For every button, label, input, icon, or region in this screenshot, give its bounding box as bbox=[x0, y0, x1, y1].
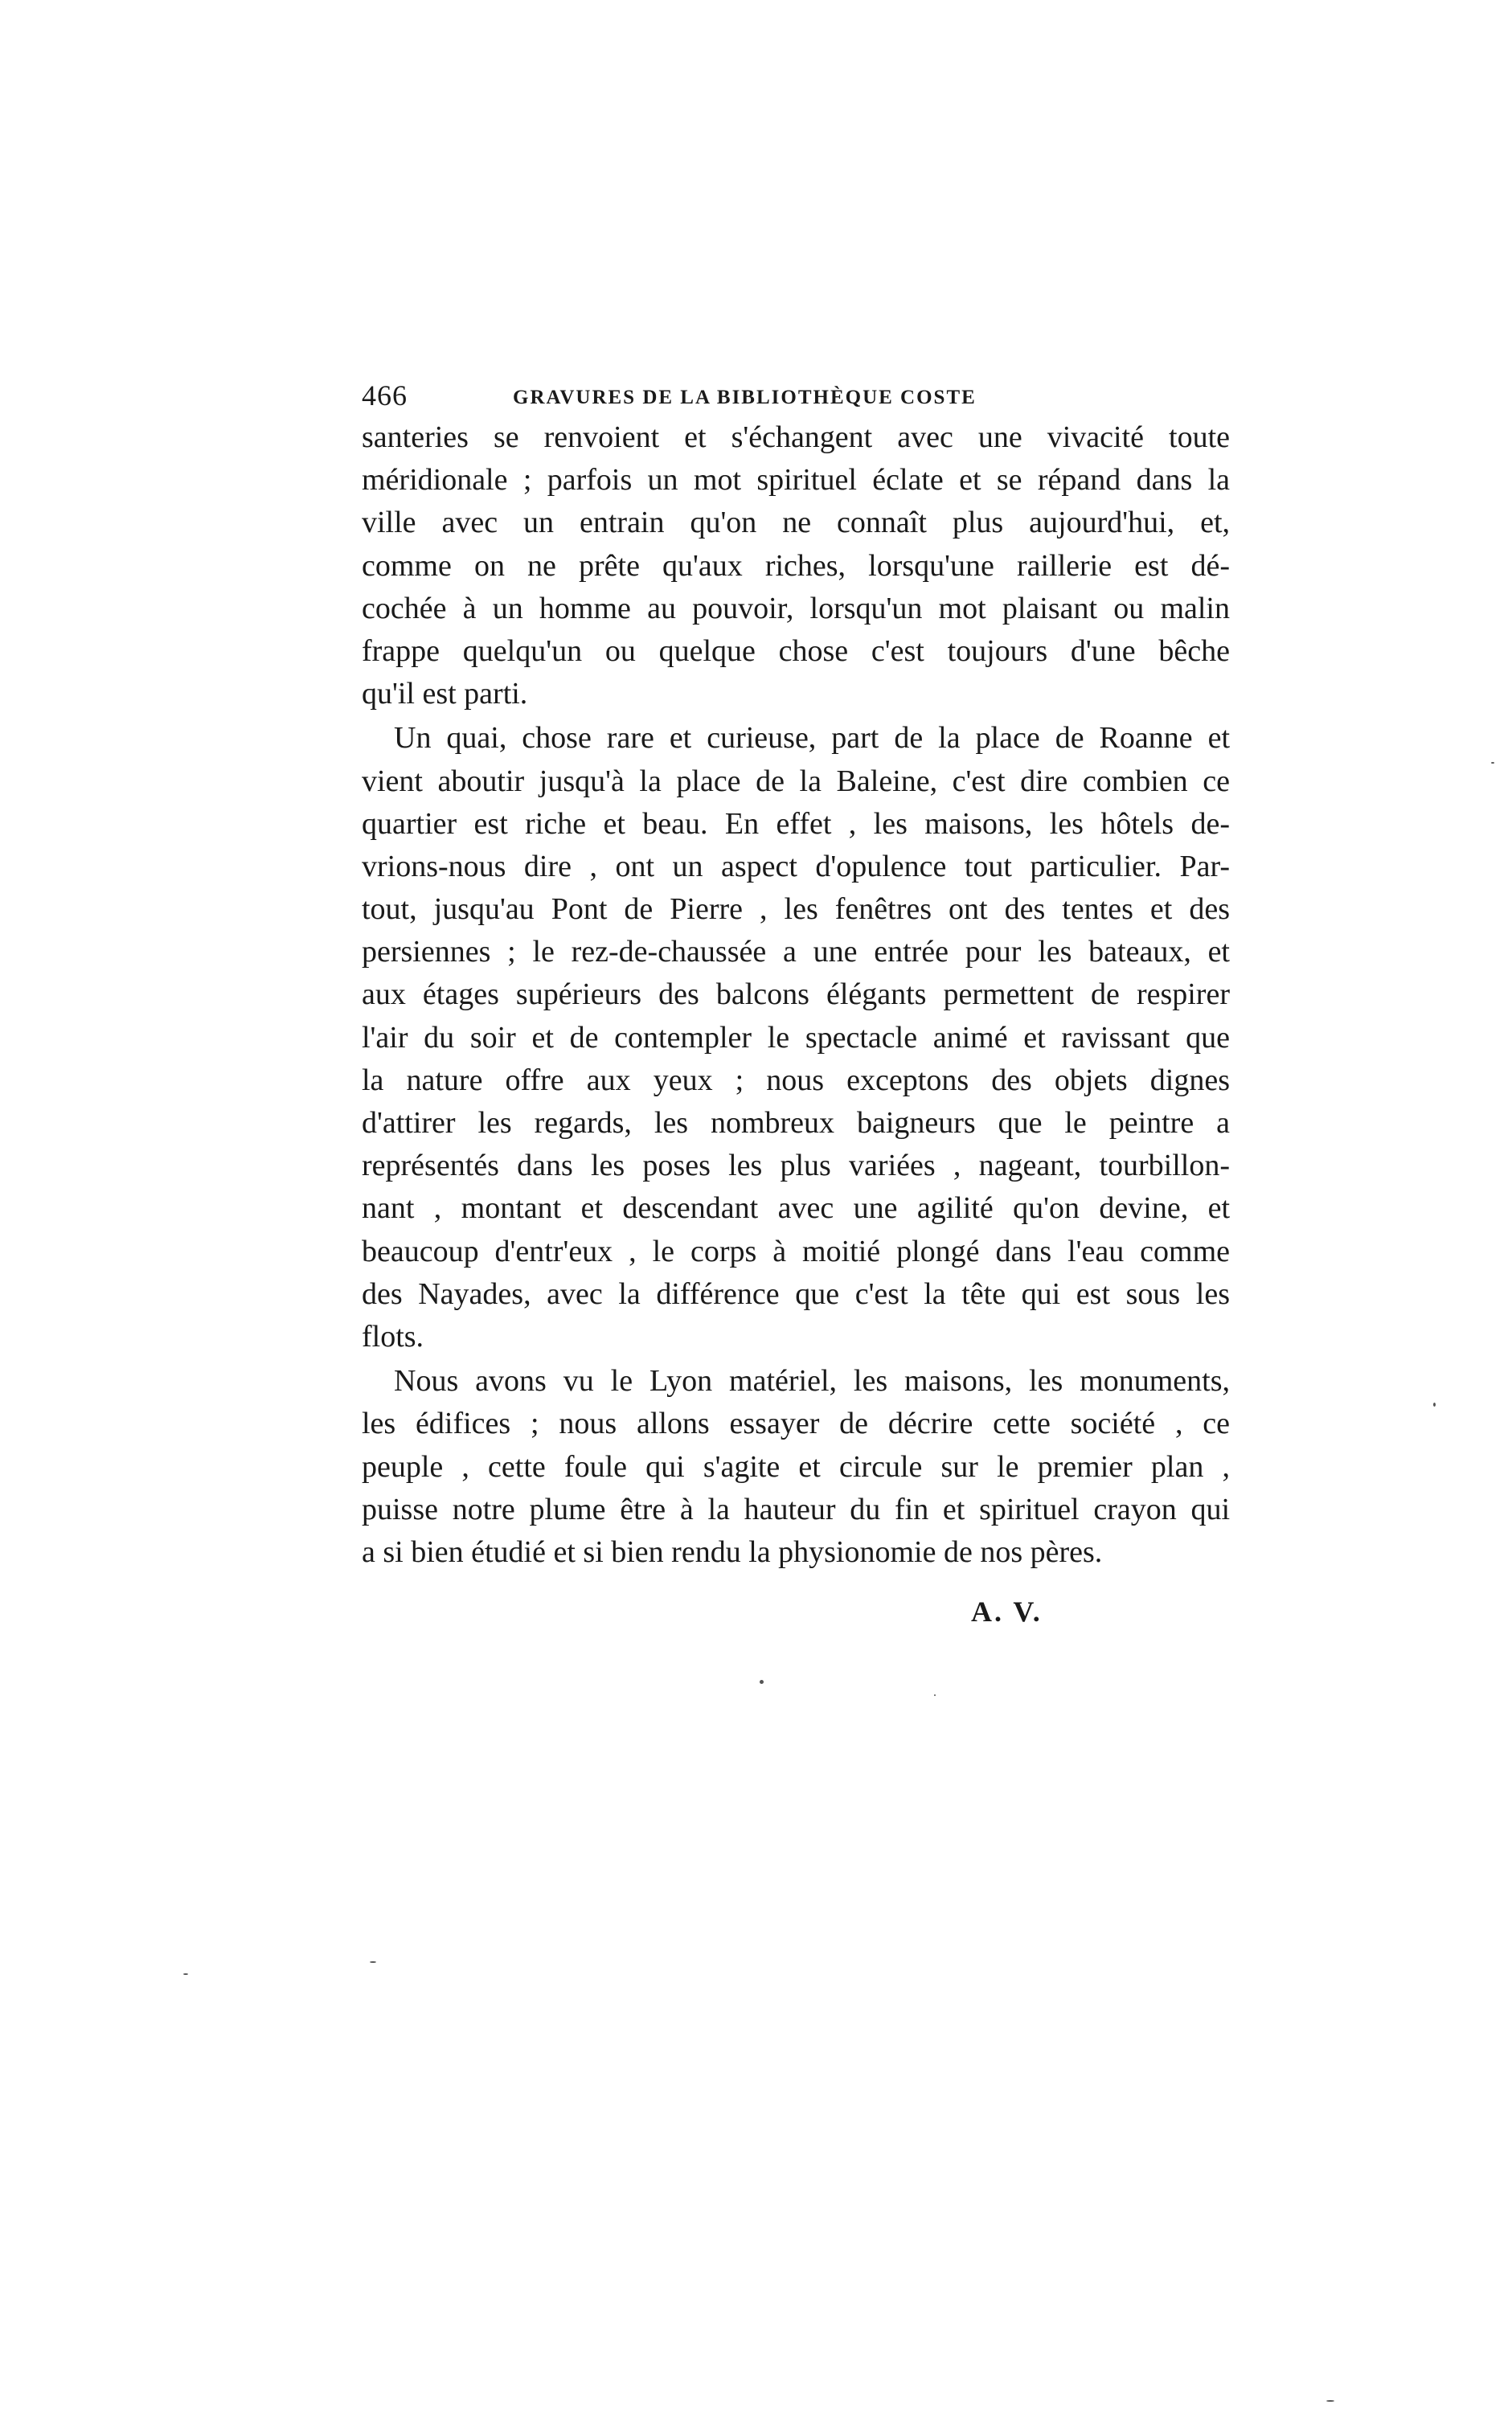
text-line: vient aboutir jusqu'à la place de la Baleine, c'est dire combien ce bbox=[362, 764, 1230, 798]
text-line: nant , montant et descendant avec une agilité qu'on devine, et bbox=[362, 1191, 1230, 1226]
paragraph bbox=[362, 416, 1230, 715]
text-line: vrions-nous dire , ont un aspect d'opulence tout particulier. Par- bbox=[362, 849, 1230, 883]
text-line: cochée à un homme au pouvoir, lorsqu'un mot plaisant ou malin bbox=[362, 591, 1230, 625]
paragraph bbox=[362, 1360, 1230, 1574]
text-line: puisse notre plume être à la hauteur du fin et spirituel crayon qui bbox=[362, 1492, 1230, 1526]
text-line: frappe quelqu'un ou quelque chose c'est toujours d'une bêche bbox=[362, 633, 1230, 668]
page-number: 466 bbox=[362, 379, 408, 412]
print-speck bbox=[1433, 1403, 1436, 1407]
text-line: représentés dans les poses les plus variées , nageant, tourbillon- bbox=[362, 1149, 1230, 1183]
print-speck bbox=[760, 1680, 764, 1684]
text-line: flots. bbox=[362, 1319, 424, 1354]
print-speck bbox=[1326, 2400, 1334, 2402]
text-line: santeries se renvoient et s'échangent avec une vivacité toute bbox=[362, 420, 1230, 454]
text-line: comme on ne prête qu'aux riches, lorsqu'une raillerie est dé- bbox=[362, 548, 1230, 583]
text-line: qu'il est parti. bbox=[362, 677, 528, 711]
text-line: les édifices ; nous allons essayer de décrire cette société , ce bbox=[362, 1407, 1230, 1441]
text-line: des Nayades, avec la différence que c'est la tête qui est sous les bbox=[362, 1276, 1230, 1311]
text-line: a si bien étudié et si bien rendu la physionomie de nos pères. bbox=[362, 1534, 1103, 1569]
text-line: tout, jusqu'au Pont de Pierre , les fenêtres ont des tentes et des bbox=[362, 892, 1230, 927]
print-speck bbox=[370, 1961, 376, 1963]
paragraph bbox=[362, 717, 1230, 1358]
page-header bbox=[362, 371, 1045, 420]
running-head: GRAVURES DE LA BIBLIOTHÈQUE COSTE bbox=[513, 387, 977, 408]
print-speck bbox=[934, 1694, 936, 1696]
print-speck bbox=[183, 1973, 188, 1975]
text-line: d'attirer les regards, les nombreux baigneurs que le peintre a bbox=[362, 1106, 1230, 1140]
text-line: persiennes ; le rez-de-chaussée a une entrée pour les bateaux, et bbox=[362, 935, 1230, 969]
text-line: méridionale ; parfois un mot spirituel éclate et se répand dans la bbox=[362, 463, 1230, 498]
text-line: la nature offre aux yeux ; nous exceptons des objets dignes bbox=[362, 1063, 1230, 1097]
author-signature: A. V. bbox=[971, 1596, 1043, 1628]
text-line: l'air du soir et de contempler le spectacle animé et ravissant que bbox=[362, 1020, 1230, 1055]
text-line: ville avec un entrain qu'on ne connaît plus aujourd'hui, et, bbox=[362, 506, 1230, 540]
print-speck bbox=[1491, 762, 1494, 764]
text-line: peuple , cette foule qui s'agite et circule sur le premier plan , bbox=[362, 1449, 1230, 1484]
body-text bbox=[362, 416, 1230, 1574]
text-line: Nous avons vu le Lyon matériel, les maisons, les monuments, bbox=[394, 1364, 1230, 1399]
text-line: Un quai, chose rare et curieuse, part de la place de Roanne et bbox=[394, 721, 1230, 756]
text-line: beaucoup d'entr'eux , le corps à moitié plongé dans l'eau comme bbox=[362, 1234, 1230, 1268]
text-line: aux étages supérieurs des balcons élégants permettent de respirer bbox=[362, 977, 1230, 1012]
text-line: quartier est riche et beau. En effet , les maisons, les hôtels de- bbox=[362, 806, 1230, 841]
